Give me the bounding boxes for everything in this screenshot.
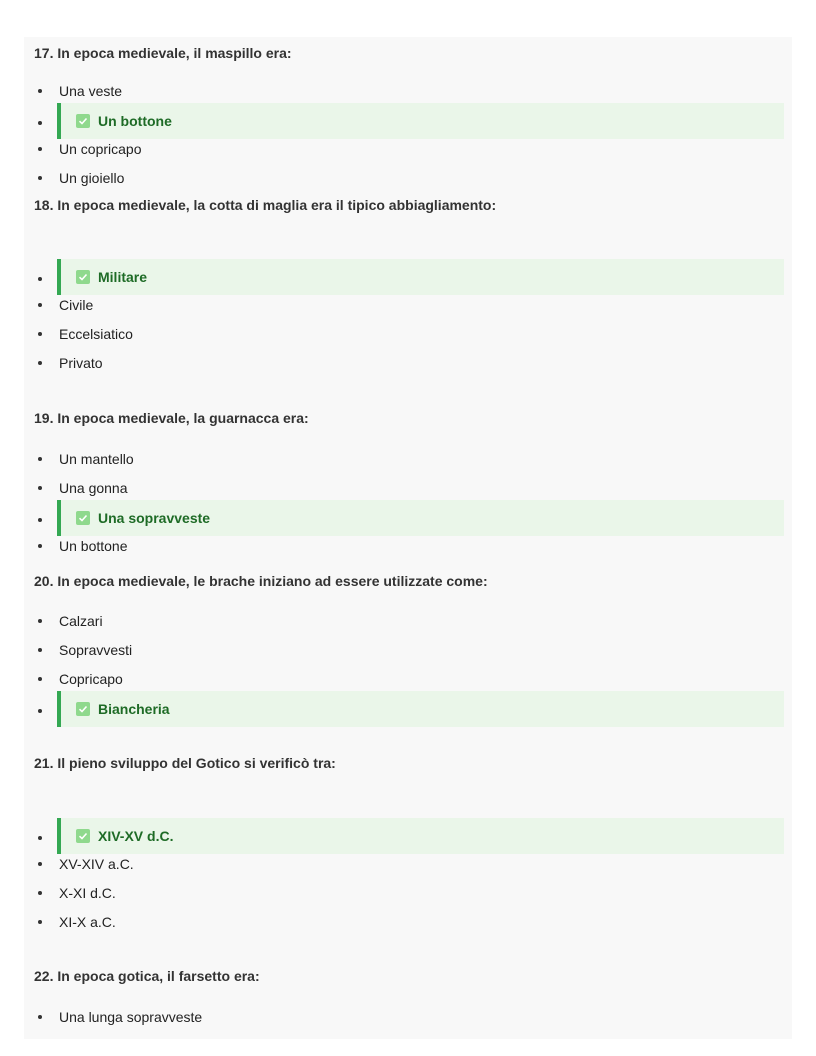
correct-answer-box [57,691,784,727]
option-label: Copricapo [59,671,123,687]
option-label: Una sopravveste [98,510,211,526]
question-title: 22. In epoca gotica, il farsetto era: [34,968,260,984]
question-title: 18. In epoca medievale, la cotta di maglia era il tipico abbiagliamento: [34,197,497,213]
bullet [38,518,42,522]
bullet [38,332,42,336]
option-label: Una veste [59,83,123,99]
checkbox-checked-icon [76,114,90,128]
bullet [38,1015,42,1019]
bullet [38,648,42,652]
bullet [38,677,42,681]
option-label: Una lunga sopravveste [59,1009,203,1025]
bullet [38,709,42,713]
option-label: Un bottone [59,538,128,554]
option-label: Privato [59,355,103,371]
option-label: XV-XIV a.C. [59,856,134,872]
bullet [38,303,42,307]
option-label: Calzari [59,613,103,629]
bullet [38,89,42,93]
bullet [38,836,42,840]
option-label: Civile [59,297,94,313]
bullet [38,544,42,548]
bullet [38,147,42,151]
bullet [38,121,42,125]
option-label: Sopravvesti [59,642,133,658]
question-title: 17. In epoca medievale, il maspillo era: [34,45,292,61]
bullet [38,277,42,281]
question-title: 19. In epoca medievale, la guarnacca era: [34,410,309,426]
correct-answer-box [57,103,784,139]
checkbox-checked-icon [76,511,90,525]
option-label: Biancheria [98,701,170,717]
correct-answer-box [57,259,784,295]
bullet [38,176,42,180]
option-label: Un mantello [59,451,134,467]
checkbox-checked-icon [76,270,90,284]
checkbox-checked-icon [76,702,90,716]
quiz-page [24,37,792,1039]
option-label: XIV-XV d.C. [98,828,174,844]
question-title: 21. Il pieno sviluppo del Gotico si verificò tra: [34,755,336,771]
option-label: XI-X a.C. [59,914,116,930]
correct-answer-box [57,500,784,536]
option-label: Eccelsiatico [59,326,133,342]
option-label: Militare [98,269,148,285]
bullet [38,862,42,866]
option-label: Un gioiello [59,170,125,186]
option-label: Una gonna [59,480,128,496]
question-title: 20. In epoca medievale, le brache iniziano ad essere utilizzate come: [34,573,488,589]
bullet [38,891,42,895]
correct-answer-box [57,818,784,854]
bullet [38,619,42,623]
option-label: X-XI d.C. [59,885,116,901]
bullet [38,920,42,924]
option-label: Un bottone [98,113,172,129]
bullet [38,486,42,490]
checkbox-checked-icon [76,829,90,843]
option-label: Un copricapo [59,141,142,157]
bullet [38,457,42,461]
bullet [38,361,42,365]
